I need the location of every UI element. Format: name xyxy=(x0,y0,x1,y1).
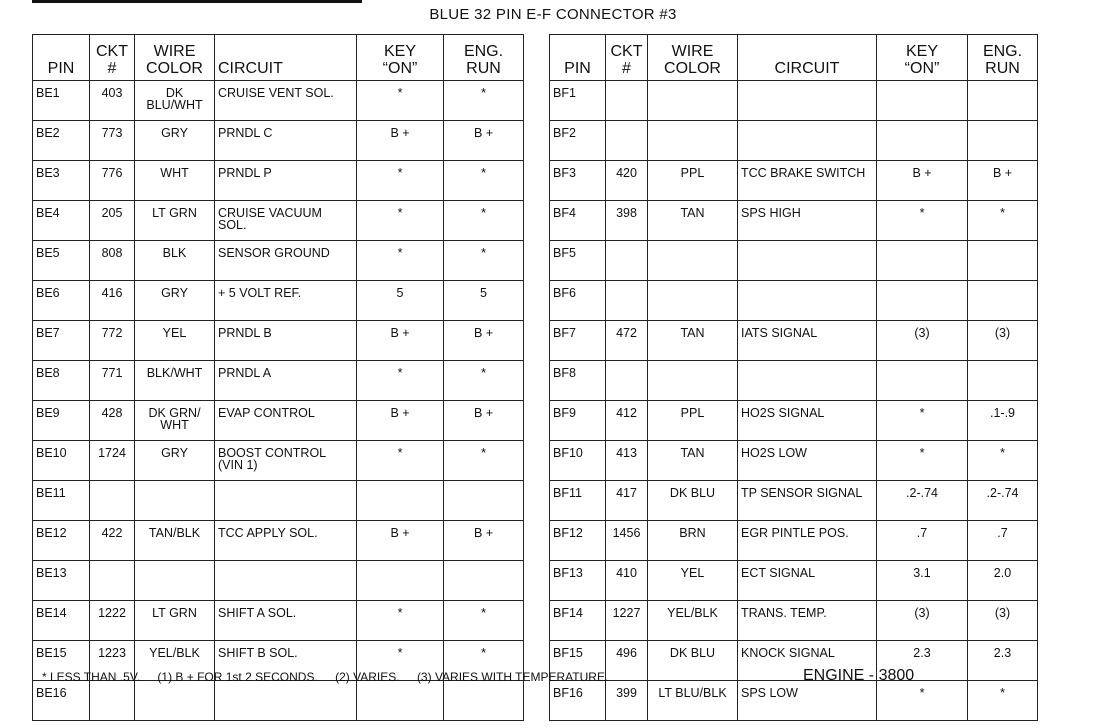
circuit-cell: TP SENSOR SIGNAL xyxy=(738,481,877,521)
ckt-cell: 1456 xyxy=(606,521,648,561)
circuit-cell: BOOST CONTROL (VIN 1) xyxy=(215,441,357,481)
key-on-cell xyxy=(357,561,444,601)
ckt-cell xyxy=(90,561,135,601)
table-row xyxy=(33,81,524,121)
eng-run-cell: B + xyxy=(444,321,524,361)
wire-color-cell xyxy=(648,121,738,161)
eng-run-cell: * xyxy=(444,201,524,241)
key-on-cell: B + xyxy=(357,401,444,441)
table-row xyxy=(550,441,1038,481)
ckt-cell: 205 xyxy=(90,201,135,241)
ckt-cell: 422 xyxy=(90,521,135,561)
ckt-cell: 776 xyxy=(90,161,135,201)
circuit-cell: SENSOR GROUND xyxy=(215,241,357,281)
table-row xyxy=(550,281,1038,321)
key-on-cell xyxy=(877,81,968,121)
header-circuit: CIRCUIT xyxy=(738,35,877,81)
circuit-cell xyxy=(215,681,357,721)
key-on-cell: * xyxy=(357,161,444,201)
circuit-cell xyxy=(215,481,357,521)
circuit-cell xyxy=(738,121,877,161)
eng-run-cell: B + xyxy=(444,521,524,561)
header-wire-color: WIRE COLOR xyxy=(648,35,738,81)
top-rule xyxy=(32,0,362,3)
ckt-cell: 416 xyxy=(90,281,135,321)
pin-cell: BE12 xyxy=(33,521,90,561)
table-row xyxy=(550,521,1038,561)
pin-cell: BF2 xyxy=(550,121,606,161)
eng-run-cell xyxy=(444,561,524,601)
key-on-cell xyxy=(877,241,968,281)
wire-color-cell: WHT xyxy=(135,161,215,201)
wire-color-cell: TAN/BLK xyxy=(135,521,215,561)
footnote-1: (1) B + FOR 1st 2 SECONDS. xyxy=(157,670,318,684)
pin-cell: BE5 xyxy=(33,241,90,281)
eng-run-cell xyxy=(968,81,1038,121)
wire-color-cell: DK BLU/WHT xyxy=(135,81,215,121)
eng-run-cell: * xyxy=(968,201,1038,241)
circuit-cell: SHIFT A SOL. xyxy=(215,601,357,641)
ckt-cell: 772 xyxy=(90,321,135,361)
key-on-cell xyxy=(877,281,968,321)
wire-color-cell: YEL xyxy=(648,561,738,601)
ckt-cell: 773 xyxy=(90,121,135,161)
table-row xyxy=(550,681,1038,721)
ckt-cell xyxy=(606,241,648,281)
key-on-cell: B + xyxy=(357,121,444,161)
eng-run-cell xyxy=(444,681,524,721)
pin-cell: BF9 xyxy=(550,401,606,441)
eng-run-cell: * xyxy=(968,441,1038,481)
eng-run-cell xyxy=(968,121,1038,161)
key-on-cell xyxy=(877,121,968,161)
circuit-cell: CRUISE VENT SOL. xyxy=(215,81,357,121)
eng-run-cell xyxy=(968,361,1038,401)
wire-color-cell: DK BLU xyxy=(648,641,738,681)
ckt-cell: 808 xyxy=(90,241,135,281)
wire-color-cell: DK BLU xyxy=(648,481,738,521)
eng-run-cell: * xyxy=(444,641,524,681)
eng-run-cell: * xyxy=(444,161,524,201)
wire-color-cell: YEL/BLK xyxy=(648,601,738,641)
pin-cell: BF12 xyxy=(550,521,606,561)
eng-run-cell xyxy=(968,241,1038,281)
eng-run-cell: .7 xyxy=(968,521,1038,561)
table-row xyxy=(33,481,524,521)
pin-cell: BE2 xyxy=(33,121,90,161)
wire-color-cell: LT GRN xyxy=(135,601,215,641)
circuit-cell: IATS SIGNAL xyxy=(738,321,877,361)
ckt-cell xyxy=(606,361,648,401)
eng-run-cell: B + xyxy=(444,401,524,441)
table-row xyxy=(33,521,524,561)
key-on-cell: 3.1 xyxy=(877,561,968,601)
table-row xyxy=(550,81,1038,121)
header-circuit: CIRCUIT xyxy=(215,35,357,81)
table-row xyxy=(550,641,1038,681)
eng-run-cell: * xyxy=(444,441,524,481)
eng-run-cell: (3) xyxy=(968,601,1038,641)
header-wire-color: WIRE COLOR xyxy=(135,35,215,81)
pin-cell: BE7 xyxy=(33,321,90,361)
table-row xyxy=(33,201,524,241)
header-ckt: CKT # xyxy=(606,35,648,81)
circuit-cell xyxy=(738,81,877,121)
eng-run-cell: 5 xyxy=(444,281,524,321)
table-row xyxy=(550,601,1038,641)
footnote-less-than: * LESS THAN .5V. xyxy=(42,670,141,684)
ckt-cell: 1227 xyxy=(606,601,648,641)
table-row xyxy=(550,481,1038,521)
key-on-cell: * xyxy=(357,441,444,481)
pin-cell: BE16 xyxy=(33,681,90,721)
pin-cell: BF6 xyxy=(550,281,606,321)
header-eng-run: ENG. RUN xyxy=(444,35,524,81)
circuit-cell xyxy=(738,241,877,281)
eng-run-cell: * xyxy=(444,601,524,641)
wire-color-cell: PPL xyxy=(648,161,738,201)
ckt-cell: 399 xyxy=(606,681,648,721)
table-header-row xyxy=(33,35,524,81)
header-pin: PIN xyxy=(33,35,90,81)
table-row xyxy=(33,241,524,281)
table-row xyxy=(550,241,1038,281)
ckt-cell: 428 xyxy=(90,401,135,441)
ckt-cell: 496 xyxy=(606,641,648,681)
circuit-cell: EVAP CONTROL xyxy=(215,401,357,441)
footnote-3: (3) VARIES WITH TEMPERATURE. xyxy=(416,670,609,684)
circuit-cell: PRNDL B xyxy=(215,321,357,361)
ckt-cell xyxy=(606,121,648,161)
header-key-on: KEY “ON” xyxy=(877,35,968,81)
eng-run-cell: 2.3 xyxy=(968,641,1038,681)
circuit-cell: HO2S SIGNAL xyxy=(738,401,877,441)
wire-color-cell: YEL/BLK xyxy=(135,641,215,681)
pin-cell: BE9 xyxy=(33,401,90,441)
wire-color-cell: BLK/WHT xyxy=(135,361,215,401)
key-on-cell xyxy=(877,361,968,401)
pin-cell: BE8 xyxy=(33,361,90,401)
engine-label: ENGINE - 3800 xyxy=(803,667,915,684)
pin-cell: BE11 xyxy=(33,481,90,521)
key-on-cell: (3) xyxy=(877,601,968,641)
table-row xyxy=(550,401,1038,441)
table-row xyxy=(550,321,1038,361)
eng-run-cell: * xyxy=(444,361,524,401)
ckt-cell xyxy=(606,81,648,121)
pin-cell: BE4 xyxy=(33,201,90,241)
key-on-cell: 2.3 xyxy=(877,641,968,681)
wire-color-cell: LT GRN xyxy=(135,201,215,241)
footnote-2: (2) VARIES. xyxy=(335,670,400,684)
table-header-row xyxy=(550,35,1038,81)
table-row xyxy=(33,561,524,601)
circuit-cell xyxy=(738,361,877,401)
circuit-cell: HO2S LOW xyxy=(738,441,877,481)
pin-cell: BF14 xyxy=(550,601,606,641)
key-on-cell: (3) xyxy=(877,321,968,361)
circuit-cell: ECT SIGNAL xyxy=(738,561,877,601)
ckt-cell xyxy=(90,681,135,721)
wire-color-cell: LT BLU/BLK xyxy=(648,681,738,721)
ckt-cell: 472 xyxy=(606,321,648,361)
key-on-cell xyxy=(357,681,444,721)
circuit-cell: + 5 VOLT REF. xyxy=(215,281,357,321)
key-on-cell: * xyxy=(357,361,444,401)
ckt-cell: 417 xyxy=(606,481,648,521)
pin-cell: BE15 xyxy=(33,641,90,681)
wire-color-cell: BLK xyxy=(135,241,215,281)
table-row xyxy=(550,121,1038,161)
key-on-cell: B + xyxy=(357,521,444,561)
table-row xyxy=(550,201,1038,241)
pin-cell: BE14 xyxy=(33,601,90,641)
circuit-cell: SHIFT B SOL. xyxy=(215,641,357,681)
key-on-cell: * xyxy=(357,241,444,281)
connector-table-right xyxy=(549,34,1038,721)
circuit-cell xyxy=(215,561,357,601)
ckt-cell: 1222 xyxy=(90,601,135,641)
table-row xyxy=(33,601,524,641)
wire-color-cell xyxy=(135,561,215,601)
circuit-cell: PRNDL P xyxy=(215,161,357,201)
wire-color-cell: YEL xyxy=(135,321,215,361)
header-key-on: KEY “ON” xyxy=(357,35,444,81)
wire-color-cell xyxy=(648,241,738,281)
pin-cell: BE10 xyxy=(33,441,90,481)
wire-color-cell: GRY xyxy=(135,281,215,321)
wire-color-cell: TAN xyxy=(648,441,738,481)
table-row xyxy=(550,561,1038,601)
header-eng-run: ENG. RUN xyxy=(968,35,1038,81)
key-on-cell xyxy=(357,481,444,521)
eng-run-cell: 2.0 xyxy=(968,561,1038,601)
eng-run-cell: * xyxy=(444,81,524,121)
key-on-cell: * xyxy=(357,81,444,121)
eng-run-cell: (3) xyxy=(968,321,1038,361)
key-on-cell: B + xyxy=(877,161,968,201)
key-on-cell: * xyxy=(357,201,444,241)
key-on-cell: * xyxy=(877,201,968,241)
table-row xyxy=(550,361,1038,401)
eng-run-cell: B + xyxy=(444,121,524,161)
pin-cell: BE6 xyxy=(33,281,90,321)
ckt-cell: 1223 xyxy=(90,641,135,681)
eng-run-cell xyxy=(968,281,1038,321)
ckt-cell: 412 xyxy=(606,401,648,441)
circuit-cell: TCC BRAKE SWITCH xyxy=(738,161,877,201)
ckt-cell: 771 xyxy=(90,361,135,401)
key-on-cell: .7 xyxy=(877,521,968,561)
eng-run-cell: * xyxy=(968,681,1038,721)
key-on-cell: 5 xyxy=(357,281,444,321)
ckt-cell: 398 xyxy=(606,201,648,241)
table-row xyxy=(33,281,524,321)
table-row xyxy=(33,161,524,201)
pin-cell: BF10 xyxy=(550,441,606,481)
pin-cell: BF5 xyxy=(550,241,606,281)
wire-color-cell xyxy=(135,681,215,721)
pin-cell: BE1 xyxy=(33,81,90,121)
circuit-cell: PRNDL C xyxy=(215,121,357,161)
circuit-cell: TRANS. TEMP. xyxy=(738,601,877,641)
table-row xyxy=(33,441,524,481)
wire-color-cell xyxy=(648,361,738,401)
ckt-cell: 413 xyxy=(606,441,648,481)
pin-cell: BF11 xyxy=(550,481,606,521)
key-on-cell: * xyxy=(877,401,968,441)
circuit-cell: SPS HIGH xyxy=(738,201,877,241)
ckt-cell: 410 xyxy=(606,561,648,601)
table-row xyxy=(33,121,524,161)
pin-cell: BF8 xyxy=(550,361,606,401)
pin-cell: BE3 xyxy=(33,161,90,201)
key-on-cell: * xyxy=(357,601,444,641)
ckt-cell xyxy=(90,481,135,521)
wire-color-cell xyxy=(648,281,738,321)
wire-color-cell: PPL xyxy=(648,401,738,441)
circuit-cell: PRNDL A xyxy=(215,361,357,401)
pin-cell: BE13 xyxy=(33,561,90,601)
key-on-cell: B + xyxy=(357,321,444,361)
ckt-cell: 403 xyxy=(90,81,135,121)
pin-cell: BF1 xyxy=(550,81,606,121)
eng-run-cell xyxy=(444,481,524,521)
pin-cell: BF4 xyxy=(550,201,606,241)
circuit-cell: TCC APPLY SOL. xyxy=(215,521,357,561)
wire-color-cell: TAN xyxy=(648,321,738,361)
pin-cell: BF3 xyxy=(550,161,606,201)
wire-color-cell xyxy=(648,81,738,121)
eng-run-cell: .1-.9 xyxy=(968,401,1038,441)
circuit-cell xyxy=(738,281,877,321)
key-on-cell: * xyxy=(877,681,968,721)
table-row xyxy=(33,401,524,441)
key-on-cell: * xyxy=(357,641,444,681)
table-row xyxy=(550,161,1038,201)
wire-color-cell: GRY xyxy=(135,121,215,161)
footnotes xyxy=(42,670,622,684)
table-row xyxy=(33,361,524,401)
ckt-cell xyxy=(606,281,648,321)
circuit-cell: SPS LOW xyxy=(738,681,877,721)
connector-table-left xyxy=(32,34,524,721)
table-row xyxy=(33,321,524,361)
circuit-cell: CRUISE VACUUM SOL. xyxy=(215,201,357,241)
wire-color-cell: TAN xyxy=(648,201,738,241)
wire-color-cell xyxy=(135,481,215,521)
pin-cell: BF16 xyxy=(550,681,606,721)
wire-color-cell: BRN xyxy=(648,521,738,561)
header-ckt: CKT # xyxy=(90,35,135,81)
wire-color-cell: DK GRN/ WHT xyxy=(135,401,215,441)
eng-run-cell: * xyxy=(444,241,524,281)
circuit-cell: EGR PINTLE POS. xyxy=(738,521,877,561)
pin-cell: BF15 xyxy=(550,641,606,681)
key-on-cell: * xyxy=(877,441,968,481)
page-title: BLUE 32 PIN E-F CONNECTOR #3 xyxy=(429,6,677,23)
ckt-cell: 420 xyxy=(606,161,648,201)
circuit-cell: KNOCK SIGNAL xyxy=(738,641,877,681)
key-on-cell: .2-.74 xyxy=(877,481,968,521)
ckt-cell: 1724 xyxy=(90,441,135,481)
eng-run-cell: .2-.74 xyxy=(968,481,1038,521)
table-row xyxy=(33,681,524,721)
wire-color-cell: GRY xyxy=(135,441,215,481)
pin-cell: BF7 xyxy=(550,321,606,361)
eng-run-cell: B + xyxy=(968,161,1038,201)
header-pin: PIN xyxy=(550,35,606,81)
pin-cell: BF13 xyxy=(550,561,606,601)
